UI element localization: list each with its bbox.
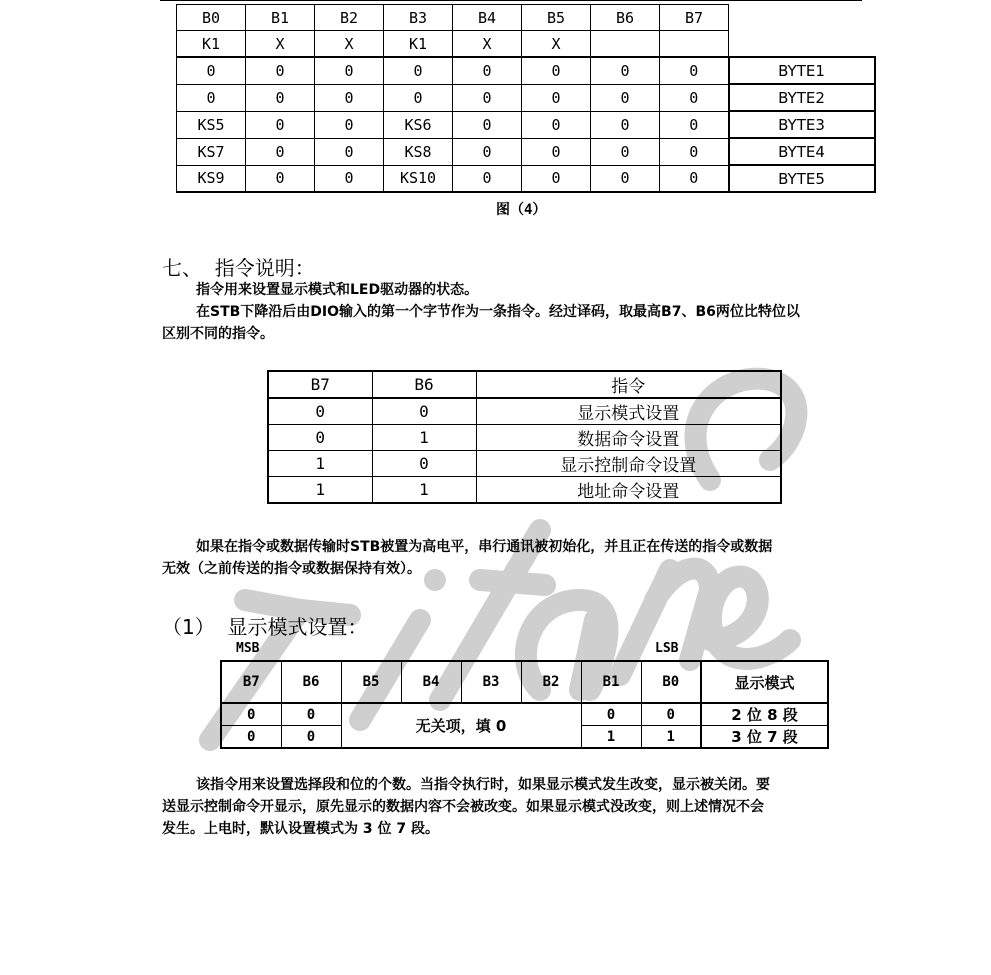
header-cell: B1	[246, 5, 315, 31]
data-cell: 0	[522, 111, 591, 138]
data-cell: 0	[315, 138, 384, 165]
data-cell: KS5	[177, 111, 246, 138]
data-cell: 0	[315, 111, 384, 138]
data-cell: 0	[315, 165, 384, 192]
data-cell: KS9	[177, 165, 246, 192]
data-cell: 0	[246, 84, 315, 111]
data-cell: 0	[221, 703, 281, 726]
header-cell: B7	[221, 661, 281, 703]
table-row	[177, 111, 875, 138]
key-cell: X	[246, 31, 315, 58]
data-cell: 0	[522, 138, 591, 165]
data-cell: 0	[281, 726, 341, 749]
header-cell: 显示模式	[701, 661, 828, 703]
data-cell: 0	[591, 165, 660, 192]
header-cell: B5	[341, 661, 401, 703]
top-rule	[160, 0, 862, 1]
data-cell: 0	[177, 84, 246, 111]
header-cell: B4	[401, 661, 461, 703]
data-cell: KS10	[384, 165, 453, 192]
blank-cell	[729, 5, 875, 31]
header-cell: B3	[461, 661, 521, 703]
register-header-row	[177, 5, 875, 31]
header-cell: B4	[453, 5, 522, 31]
data-cell: 0	[177, 57, 246, 84]
data-cell: 1	[372, 477, 476, 504]
command-name: 显示控制命令设置	[476, 451, 781, 477]
paragraph-text: 指令用来设置显示模式和LED驱动器的状态。	[196, 282, 479, 298]
register-key-row	[177, 31, 875, 58]
data-cell: 0	[660, 84, 729, 111]
data-cell: 0	[591, 84, 660, 111]
data-cell: KS6	[384, 111, 453, 138]
command-table	[267, 370, 782, 504]
data-cell: 0	[660, 57, 729, 84]
section-heading: 七、 指令说明：	[162, 256, 315, 280]
data-cell: 0	[453, 111, 522, 138]
header-cell: B7	[660, 5, 729, 31]
data-cell: 0	[591, 138, 660, 165]
header-cell: B1	[581, 661, 641, 703]
key-cell: X	[315, 31, 384, 58]
data-cell: 0	[522, 84, 591, 111]
table-row	[221, 703, 828, 726]
byte-label: BYTE2	[729, 84, 875, 111]
command-name: 显示模式设置	[476, 398, 781, 425]
data-cell: 1	[268, 477, 372, 504]
data-cell: 0	[581, 703, 641, 726]
data-cell: 0	[315, 57, 384, 84]
data-cell: 0	[522, 57, 591, 84]
data-cell: 0	[660, 138, 729, 165]
table-row	[177, 138, 875, 165]
data-cell: 0	[315, 84, 384, 111]
data-cell: 0	[591, 57, 660, 84]
blank-cell	[729, 31, 875, 58]
byte-label: BYTE4	[729, 138, 875, 165]
table-row	[268, 451, 781, 477]
key-cell: K1	[177, 31, 246, 58]
lsb-label: LSB	[655, 641, 679, 656]
header-cell: B7	[268, 371, 372, 398]
header-cell: B6	[591, 5, 660, 31]
table-row	[177, 57, 875, 84]
data-cell: 0	[246, 165, 315, 192]
byte-label: BYTE1	[729, 57, 875, 84]
paragraph-text: 送显示控制命令开显示，原先显示的数据内容不会被改变。如果显示模式没改变，则上述情况不会	[162, 799, 764, 815]
header-cell: B2	[315, 5, 384, 31]
key-cell: K1	[384, 31, 453, 58]
data-cell: 0	[384, 84, 453, 111]
data-cell: 0	[268, 425, 372, 451]
msb-label: MSB	[236, 641, 260, 656]
paragraph-text: 该指令用来设置选择段和位的个数。当指令执行时，如果显示模式发生改变，显示被关闭。要	[196, 777, 770, 793]
data-cell: 1	[581, 726, 641, 749]
table-row	[177, 165, 875, 192]
data-cell: 0	[453, 165, 522, 192]
data-cell: 0	[246, 111, 315, 138]
header-cell: B6	[372, 371, 476, 398]
header-cell: B2	[521, 661, 581, 703]
data-cell: 0	[372, 451, 476, 477]
header-cell: 指令	[476, 371, 781, 398]
header-cell: B0	[641, 661, 701, 703]
byte-label: BYTE3	[729, 111, 875, 138]
table-row	[268, 425, 781, 451]
paragraph-text: 如果在指令或数据传输时STB被置为高电平，串行通讯被初始化，并且正在传送的指令或数据	[196, 539, 773, 555]
data-cell: 0	[246, 57, 315, 84]
figure-caption: 图（4）	[496, 202, 547, 218]
data-cell: 1	[641, 726, 701, 749]
display-mode-table	[220, 660, 829, 749]
paragraph-text: 发生。上电时，默认设置模式为 3 位 7 段。	[162, 821, 439, 837]
key-cell: X	[453, 31, 522, 58]
command-name: 数据命令设置	[476, 425, 781, 451]
data-cell: 0	[453, 57, 522, 84]
mode-header-row	[221, 661, 828, 703]
data-cell: 0	[641, 703, 701, 726]
data-cell: 0	[522, 165, 591, 192]
data-cell: 0	[281, 703, 341, 726]
register-table	[176, 4, 876, 193]
data-cell: 0	[372, 398, 476, 425]
header-cell: B0	[177, 5, 246, 31]
data-cell: 0	[591, 111, 660, 138]
paragraph-text: 区别不同的指令。	[162, 326, 274, 342]
data-cell: 0	[221, 726, 281, 749]
subsection-heading: （1） 显示模式设置：	[162, 615, 368, 639]
data-cell: KS7	[177, 138, 246, 165]
paragraph-text: 在STB下降沿后由DIO输入的第一个字节作为一条指令。经过译码，取最高B7、B6两位比特位以	[196, 304, 800, 320]
dont-care-cell: 无关项，填 0	[341, 703, 581, 748]
command-header-row	[268, 371, 781, 398]
key-cell	[660, 31, 729, 58]
mode-value: 3 位 7 段	[701, 726, 828, 749]
data-cell: KS8	[384, 138, 453, 165]
byte-label: BYTE5	[729, 165, 875, 192]
table-row	[268, 477, 781, 504]
header-cell: B5	[522, 5, 591, 31]
data-cell: 0	[268, 398, 372, 425]
data-cell: 1	[372, 425, 476, 451]
data-cell: 1	[268, 451, 372, 477]
table-row	[177, 84, 875, 111]
command-name: 地址命令设置	[476, 477, 781, 504]
mode-value: 2 位 8 段	[701, 703, 828, 726]
data-cell: 0	[453, 84, 522, 111]
data-cell: 0	[453, 138, 522, 165]
key-cell: X	[522, 31, 591, 58]
header-cell: B6	[281, 661, 341, 703]
paragraph-text: 无效（之前传送的指令或数据保持有效）。	[162, 561, 421, 577]
table-row	[268, 398, 781, 425]
data-cell: 0	[384, 57, 453, 84]
data-cell: 0	[246, 138, 315, 165]
data-cell: 0	[660, 165, 729, 192]
key-cell	[591, 31, 660, 58]
header-cell: B3	[384, 5, 453, 31]
data-cell: 0	[660, 111, 729, 138]
